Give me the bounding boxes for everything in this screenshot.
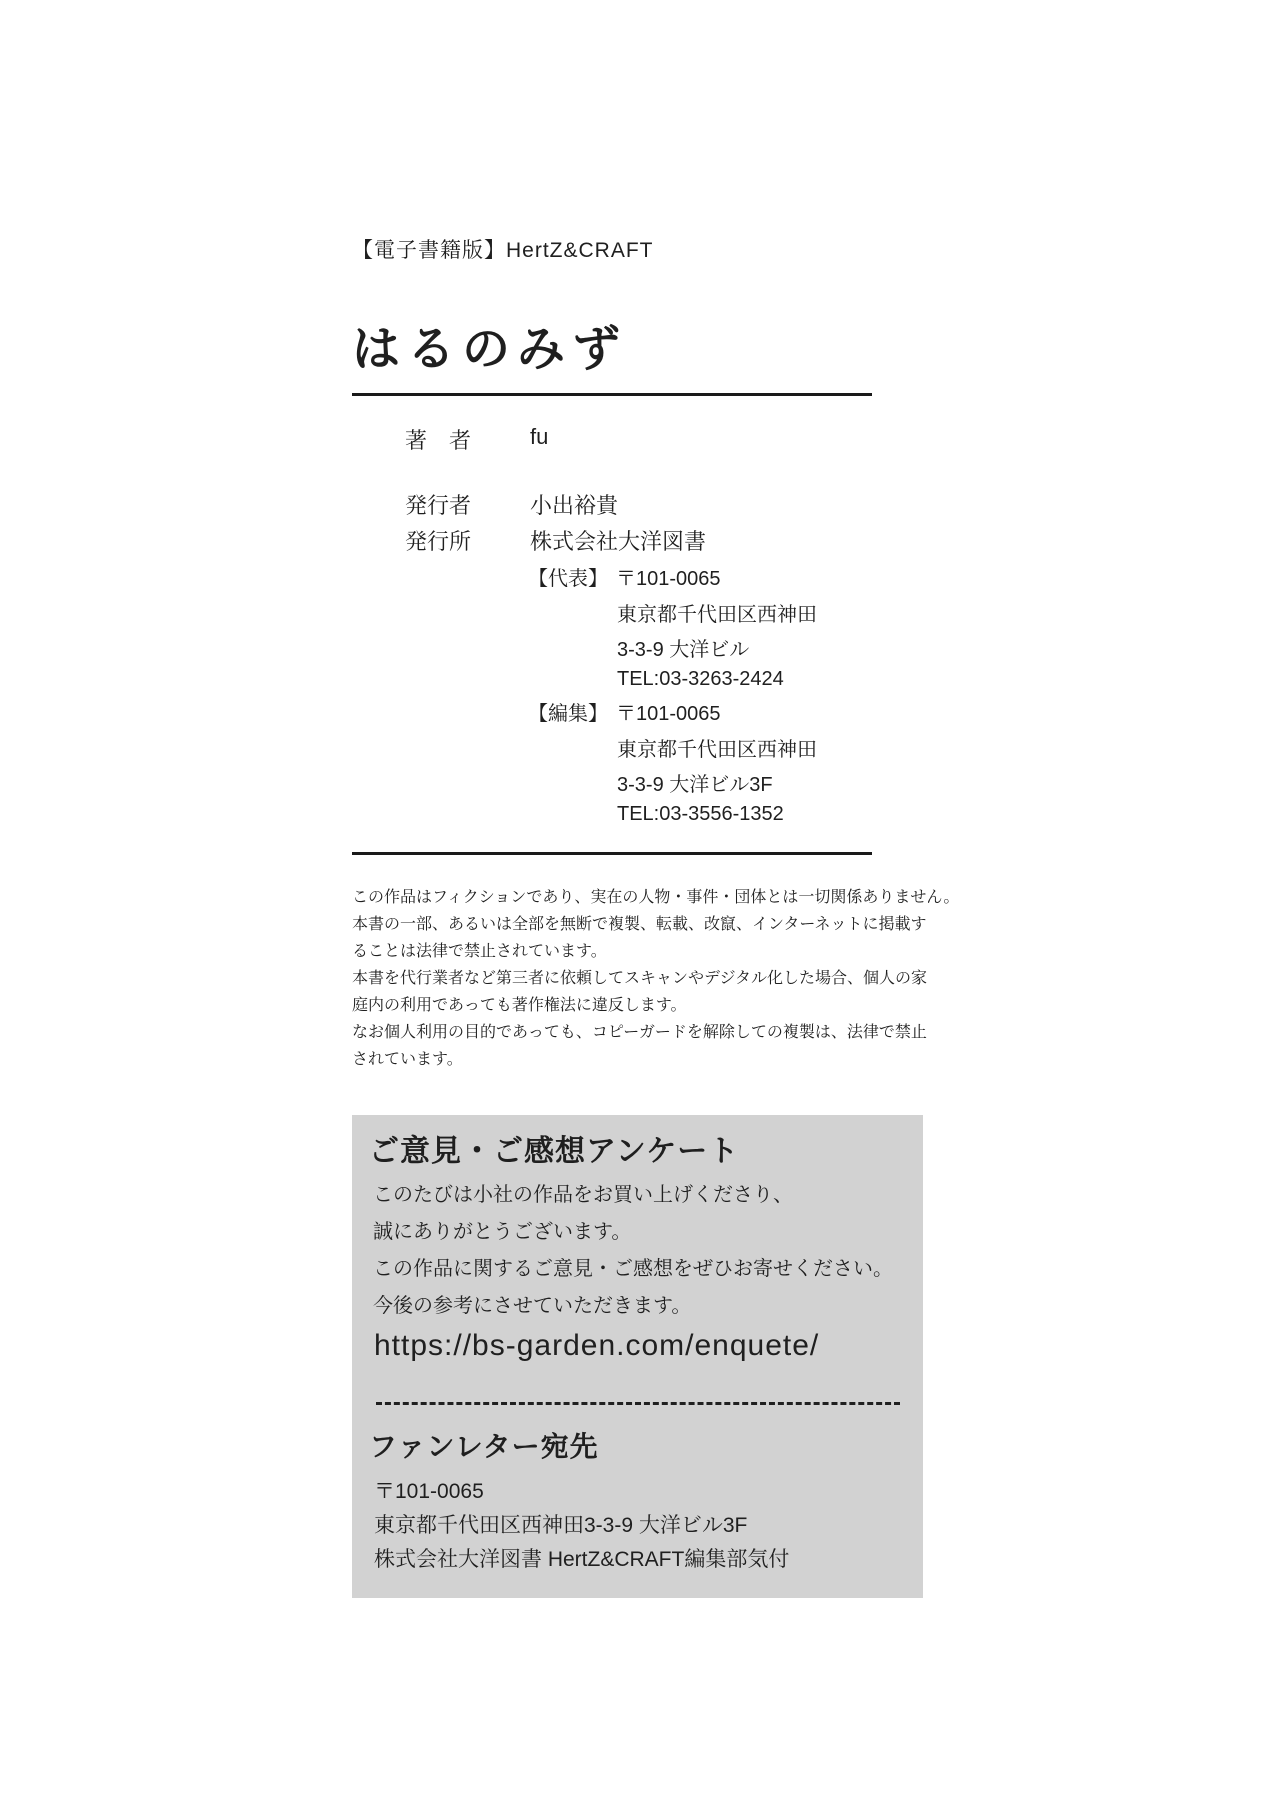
office-editorial-address-line: 東京都千代田区西神田 — [617, 739, 817, 761]
office-representative-postal-code: 〒101-0065 — [616, 568, 721, 590]
fan-letter-heading: ファンレター宛先 — [369, 1431, 599, 1462]
publisher-label: 発行者 — [405, 493, 472, 518]
disclaimer-line: ることは法律で禁止されています。 — [352, 943, 607, 960]
author-value: fu — [530, 424, 549, 449]
disclaimer-line: 庭内の利用であっても著作権法に違反します。 — [352, 997, 687, 1014]
office-editorial-tag: 【編集】 — [528, 703, 608, 725]
office-representative-address-line: 東京都千代田区西神田 — [617, 604, 817, 626]
copyright-disclaimer — [352, 884, 959, 1073]
office-editorial-address-line: 3-3-9 大洋ビル3F — [617, 774, 773, 796]
fan-letter-address-line: 株式会社大洋図書 HertZ&CRAFT編集部気付 — [374, 1548, 790, 1571]
survey-body-line: 今後の参考にさせていただきます。 — [373, 1295, 692, 1317]
survey-body-line: このたびは小社の作品をお買い上げくださり、 — [373, 1184, 793, 1206]
author-label: 著 者 — [405, 428, 472, 453]
title-rule — [352, 393, 872, 396]
colophon-rule — [352, 852, 872, 855]
survey-box — [352, 1115, 923, 1598]
disclaimer-line: 本書の一部、あるいは全部を無断で複製、転載、改竄、インターネットに掲載す — [352, 916, 927, 933]
survey-body — [373, 1177, 893, 1325]
book-title: はるのみず — [352, 323, 628, 376]
fan-letter-address-line: 東京都千代田区西神田3-3-9 大洋ビル3F — [374, 1514, 748, 1537]
office-representative-address-line: 3-3-9 大洋ビル — [617, 639, 750, 661]
office-editorial-postal-code: 〒101-0065 — [616, 703, 721, 725]
fan-letter-postal-code: 〒101-0065 — [374, 1480, 484, 1503]
survey-body-line: この作品に関するご意見・ご感想をぜひお寄せください。 — [373, 1258, 893, 1280]
disclaimer-line: なお個人利用の目的であっても、コピーガードを解除しての複製は、法律で禁止 — [352, 1024, 927, 1041]
survey-body-line: 誠にありがとうございます。 — [373, 1221, 632, 1243]
disclaimer-line: この作品はフィクションであり、実在の人物・事件・団体とは一切関係ありません。 — [352, 889, 960, 906]
survey-heading: ご意見・ご感想アンケート — [369, 1135, 740, 1168]
disclaimer-line: されています。 — [352, 1051, 463, 1068]
office-representative-tag: 【代表】 — [528, 568, 608, 590]
edition-label: 【電子書籍版】HertZ&CRAFT — [352, 239, 654, 262]
survey-url: https://bs-garden.com/enquete/ — [374, 1329, 820, 1362]
disclaimer-line: 本書を代行業者など第三者に依頼してスキャンやデジタル化した場合、個人の家 — [352, 970, 928, 987]
office-editorial-phone: TEL:03-3556-1352 — [617, 803, 784, 825]
fan-letter-address — [374, 1475, 789, 1577]
publishing-house-value: 株式会社大洋図書 — [530, 529, 707, 554]
publishing-house-label: 発行所 — [405, 529, 472, 554]
publisher-value: 小出裕貴 — [530, 493, 619, 518]
office-representative-phone: TEL:03-3263-2424 — [617, 668, 784, 690]
dashed-divider — [376, 1402, 900, 1405]
